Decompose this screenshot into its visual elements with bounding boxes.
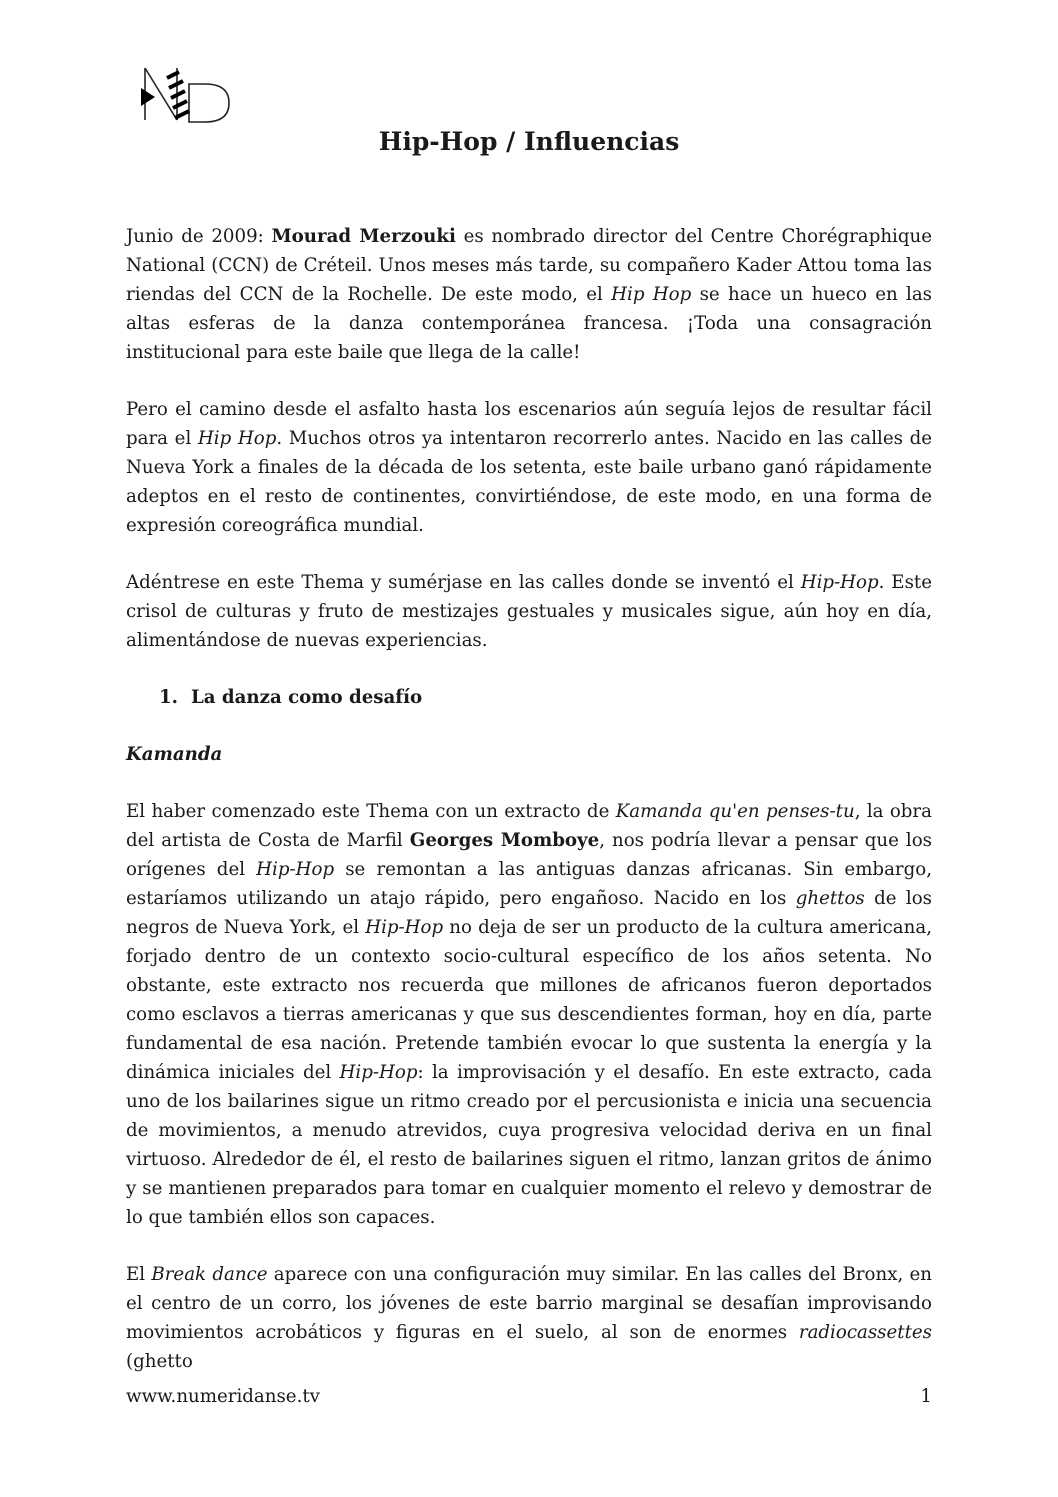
document-body [126,222,932,1374]
text-run: , la obra del artista de Costa de Marfil [126,801,932,851]
italic-text: Hip-Hop [339,1062,418,1083]
text-run: . Muchos otros ya intentaron recorrerlo antes. Nacido en las calles de Nueva York a finales de la década de los setenta, este baile urbano ganó rápidamente adeptos en el resto de continentes, convirtiéndose, de este modo, en una forma de expresión coreográfica mundial. [126,428,932,536]
text-run: se remontan a las antiguas danzas africanas. Sin embargo, estaríamos utilizando un atajo rápido, pero engañoso. Nacido en los [126,859,932,909]
italic-text: Hip-Hop [256,859,335,880]
text-run: , nos podría llevar a pensar que los orígenes del [126,830,932,880]
text-run: . Este crisol de culturas y fruto de mestizajes gestuales y musicales sigue, aún hoy en día, alimentándose de nuevas experiencias. [126,572,932,651]
italic-text: Hip-Hop [365,917,444,938]
paragraph [126,1260,933,1372]
italic-text: Break dance [151,1264,268,1285]
text-run: El [126,1264,152,1285]
italic-text: ghettos [795,888,865,909]
text-run: aparece con una configuración muy similar. En las calles del Bronx, en el centro de un corro, los jóvenes de este barrio marginal se desafían improvisando movimientos acrobáticos y figuras en el suelo, al son de enormes [126,1264,933,1343]
text-run: Adéntrese en este Thema y sumérjase en las calles donde se inventó el [126,572,801,593]
page-title: Hip-Hop / Influencias [378,127,680,156]
text-run: Junio de 2009: [126,226,272,247]
footer-url: www.numeridanse.tv [126,1386,320,1407]
text-run: El haber comenzado este Thema con un extracto de [126,801,616,822]
text-run: no deja de ser un producto de la cultura americana, forjado dentro de un contexto socio-cultural específico de los años setenta. No obstante, este extracto nos recuerda que millones de africanos fueron deportados como esclavos a tierras americanas y que sus descendientes forman, hoy en día, parte fundamental de esa nación. Pretende también evocar lo que sustenta la energía y la dinámica iniciales del [126,917,932,1083]
text-run: Pero el camino desde el asfalto hasta los escenarios aún seguía lejos de resultar fácil para el [126,399,932,449]
paragraph [126,568,932,655]
italic-text: Hip-Hop [800,572,879,593]
page-number: 1 [920,1386,932,1407]
section-title: La danza como desafío [191,687,423,708]
text-run: (ghetto [126,1351,193,1372]
text-run: es nombrado director del Centre Chorégraphique National (CCN) de Créteil. Unos meses más tarde, su compañero Kader Attou toma las riendas del CCN de la Rochelle. De este modo, el [126,226,932,305]
text-run: : la improvisación y el desafío. En este extracto, cada uno de los bailarines sigue un ritmo creado por el percusionista e inicia una secuencia de movimientos, a menudo atrevidos, cuya progresiva velocidad deriva en un final virtuoso. Alrededor de él, el resto de bailarines siguen el ritmo, lanzan gritos de ánimo y se mantienen preparados para tomar en cualquier momento el relevo y demostrar de lo que también ellos son capaces. [126,1062,932,1228]
numeridanse-logo-icon [137,64,233,126]
paragraph [126,395,932,540]
text-run: de los negros de Nueva York, el [126,888,932,938]
paragraph [126,797,932,1232]
bold-text: Georges Momboye [409,830,600,851]
italic-text: Hip Hop [197,428,277,449]
paragraph [126,222,932,367]
text-run: se hace un hueco en las altas esferas de la danza contemporánea francesa. ¡Toda una consagración institucional para este baile que llega de la calle! [126,284,932,363]
bold-text: Mourad Merzouki [271,226,456,247]
italic-text: radiocassettes [798,1322,932,1343]
italic-text: Hip Hop [611,284,692,305]
section-heading [126,683,932,712]
section-number: 1. [159,687,178,708]
italic-text: Kamanda qu'en penses-tu [615,801,855,822]
subsection-heading: Kamanda [126,744,223,765]
